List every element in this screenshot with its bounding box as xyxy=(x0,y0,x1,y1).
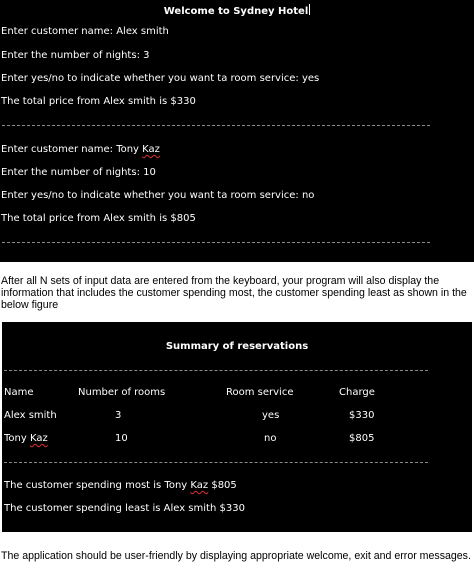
instruction-paragraph: After all N sets of input data are entered from the keyboard, your program will also display the information that includes the customer spending most, the customer spending least as shown in the below figure xyxy=(1,275,467,311)
separator-line xyxy=(4,370,428,371)
row1-charge: $330 xyxy=(349,410,375,421)
customer2-service-line: Enter yes/no to indicate whether you want ta room service: no xyxy=(1,190,315,201)
closing-paragraph: The application should be user-friendly by displaying appropriate welcome, exit and error messages. xyxy=(1,550,471,562)
least-spending-line: The customer spending least is Alex smith $330 xyxy=(4,503,245,514)
row1-name: Alex smith xyxy=(4,410,57,421)
customer2-name-line: Enter customer name: Tony Kaz xyxy=(1,144,160,155)
customer1-total-line: The total price from Alex smith is $330 xyxy=(1,96,196,107)
customer1-nights-line: Enter the number of nights: 3 xyxy=(1,50,150,61)
summary-output-panel xyxy=(2,322,472,532)
separator-line xyxy=(2,125,430,126)
row2-charge: $805 xyxy=(349,433,375,444)
summary-title: Summary of reservations xyxy=(165,341,309,352)
header-name: Name xyxy=(4,387,34,398)
row2-service: no xyxy=(264,433,277,444)
separator-line xyxy=(4,462,428,463)
row2-rooms: 10 xyxy=(115,433,128,444)
row1-service: yes xyxy=(262,410,280,421)
header-charge: Charge xyxy=(339,387,375,398)
most-spending-line: The customer spending most is Tony Kaz $805 xyxy=(4,480,237,491)
row2-name: Tony Kaz xyxy=(4,433,48,444)
row1-rooms: 3 xyxy=(115,410,122,421)
header-room-service: Room service xyxy=(226,387,294,398)
text-cursor xyxy=(309,4,310,15)
header-rooms: Number of rooms xyxy=(78,387,166,398)
customer1-name-line: Enter customer name: Alex smith xyxy=(1,26,169,37)
separator-line xyxy=(2,242,430,243)
console-output-panel xyxy=(0,0,474,262)
customer2-total-line: The total price from Alex smith is $805 xyxy=(1,213,196,224)
customer1-service-line: Enter yes/no to indicate whether you want ta room service: yes xyxy=(1,73,320,84)
customer2-nights-line: Enter the number of nights: 10 xyxy=(1,167,156,178)
console-title: Welcome to Sydney Hotel xyxy=(163,6,309,17)
